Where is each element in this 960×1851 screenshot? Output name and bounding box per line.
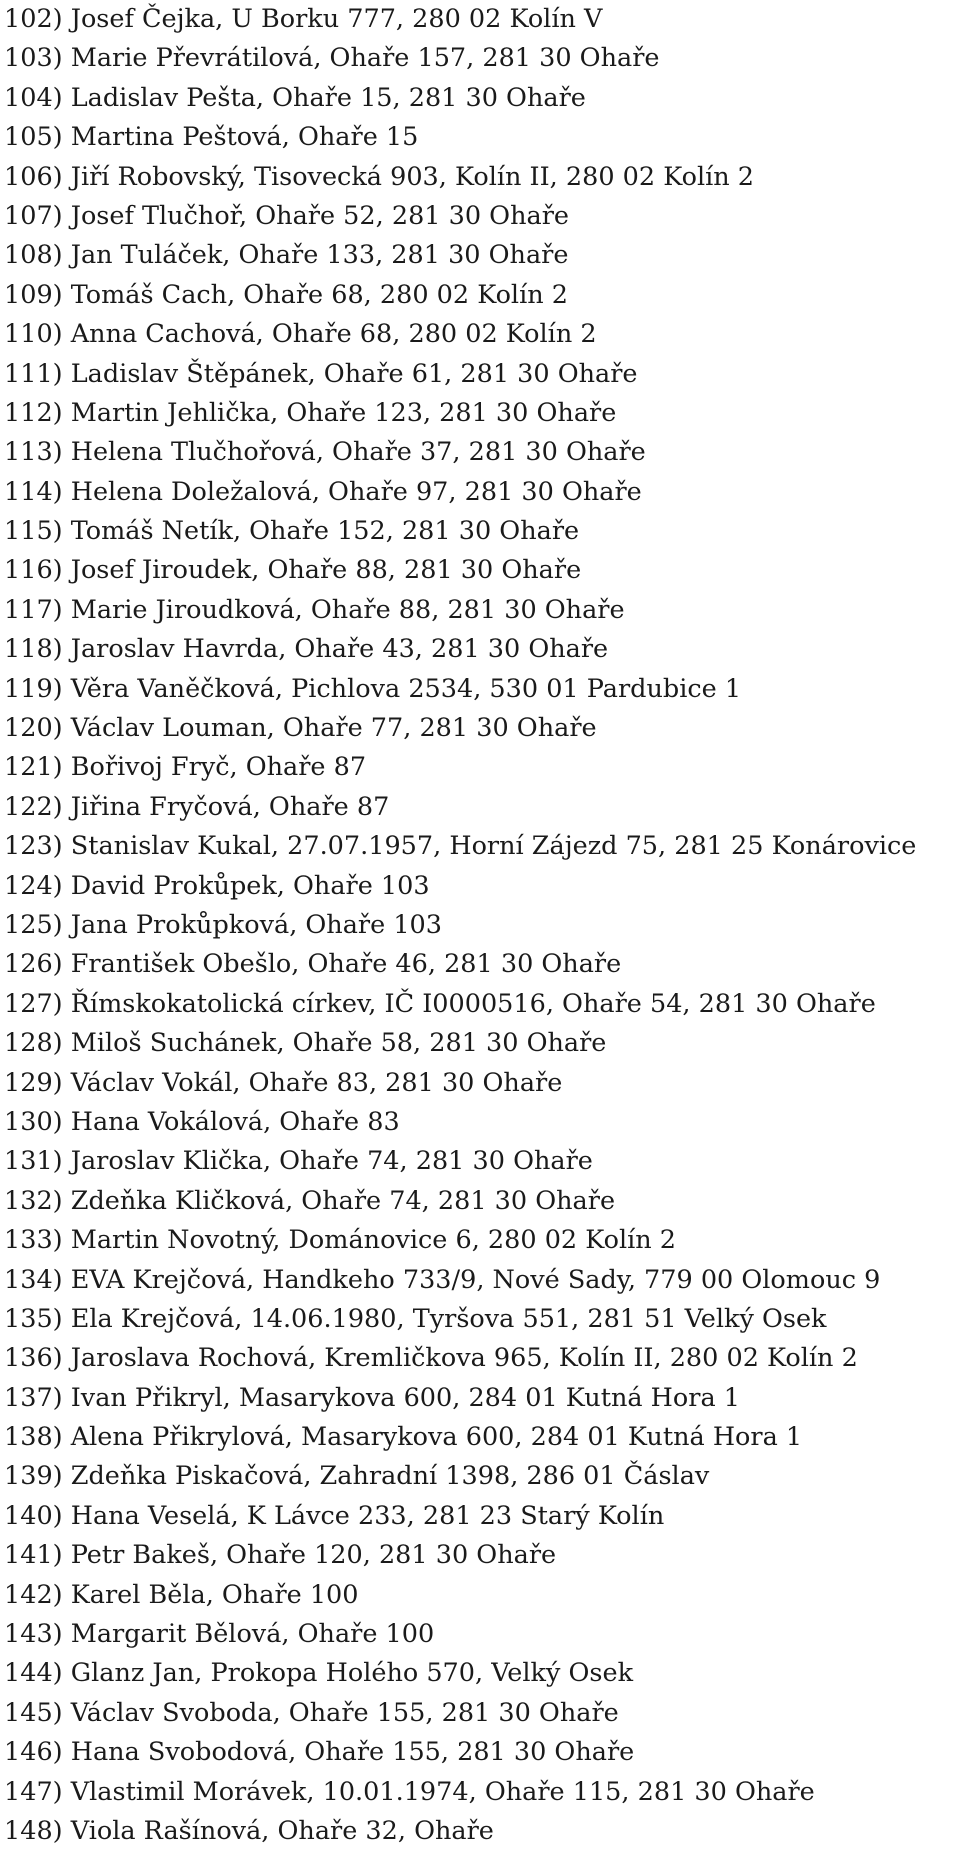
list-item: 133) Martin Novotný, Dománovice 6, 280 02 Kolín 2 [4,1225,677,1256]
list-item: 135) Ela Krejčová, 14.06.1980, Tyršova 551, 281 51 Velký Osek [4,1303,827,1334]
list-item: 120) Václav Louman, Ohaře 77, 281 30 Ohaře [4,713,597,744]
list-item: 117) Marie Jiroudková, Ohaře 88, 281 30 Ohaře [4,594,625,625]
list-item: 128) Miloš Suchánek, Ohaře 58, 281 30 Ohaře [4,1028,607,1059]
list-item: 115) Tomáš Netík, Ohaře 152, 281 30 Ohaře [4,516,580,547]
list-item: 116) Josef Jiroudek, Ohaře 88, 281 30 Ohaře [4,555,582,586]
list-item: 146) Hana Svobodová, Ohaře 155, 281 30 Ohaře [4,1737,635,1768]
list-item: 114) Helena Doležalová, Ohaře 97, 281 30 Ohaře [4,476,642,507]
list-item: 138) Alena Přikrylová, Masarykova 600, 284 01 Kutná Hora 1 [4,1422,803,1453]
list-item: 124) David Prokůpek, Ohaře 103 [4,870,430,901]
list-item: 140) Hana Veselá, K Lávce 233, 281 23 Starý Kolín [4,1500,665,1531]
list-item: 131) Jaroslav Klička, Ohaře 74, 281 30 Ohaře [4,1146,593,1177]
list-item: 136) Jaroslava Rochová, Kremličkova 965, Kolín II, 280 02 Kolín 2 [4,1343,858,1374]
list-item: 144) Glanz Jan, Prokopa Holého 570, Velký Osek [4,1658,634,1689]
list-item: 141) Petr Bakeš, Ohaře 120, 281 30 Ohaře [4,1540,557,1571]
list-item: 112) Martin Jehlička, Ohaře 123, 281 30 Ohaře [4,397,617,428]
list-item: 139) Zdeňka Piskačová, Zahradní 1398, 286 01 Čáslav [4,1461,710,1492]
list-item: 129) Václav Vokál, Ohaře 83, 281 30 Ohaře [4,1067,563,1098]
list-item: 143) Margarit Bělová, Ohaře 100 [4,1619,435,1650]
entry-list [4,0,960,1851]
list-item: 105) Martina Peštová, Ohaře 15 [4,122,419,153]
list-item: 109) Tomáš Cach, Ohaře 68, 280 02 Kolín 2 [4,279,569,310]
list-item: 110) Anna Cachová, Ohaře 68, 280 02 Kolín 2 [4,319,597,350]
list-item: 142) Karel Běla, Ohaře 100 [4,1579,359,1610]
list-item: 102) Josef Čejka, U Borku 777, 280 02 Kolín V [4,4,603,34]
list-item: 106) Jiří Robovský, Tisovecká 903, Kolín II, 280 02 Kolín 2 [4,161,755,192]
list-item: 104) Ladislav Pešta, Ohaře 15, 281 30 Ohaře [4,82,586,113]
list-item: 127) Římskokatolická církev, IČ I0000516, Ohaře 54, 281 30 Ohaře [4,988,876,1019]
list-item: 137) Ivan Přikryl, Masarykova 600, 284 01 Kutná Hora 1 [4,1382,740,1413]
list-item: 125) Jana Prokůpková, Ohaře 103 [4,909,442,940]
list-item: 145) Václav Svoboda, Ohaře 155, 281 30 Ohaře [4,1697,619,1728]
list-item: 119) Věra Vaněčková, Pichlova 2534, 530 01 Pardubice 1 [4,673,742,704]
list-item: 113) Helena Tlučhořová, Ohaře 37, 281 30 Ohaře [4,437,646,468]
list-item: 147) Vlastimil Morávek, 10.01.1974, Ohaře 115, 281 30 Ohaře [4,1776,815,1807]
list-item: 130) Hana Vokálová, Ohaře 83 [4,1106,400,1137]
list-item: 103) Marie Převrátilová, Ohaře 157, 281 30 Ohaře [4,43,660,74]
list-item: 148) Viola Rašínová, Ohaře 32, Ohaře [4,1815,494,1846]
list-item: 126) František Obešlo, Ohaře 46, 281 30 Ohaře [4,949,622,980]
list-item: 122) Jiřina Fryčová, Ohaře 87 [4,791,390,822]
list-item: 132) Zdeňka Kličková, Ohaře 74, 281 30 Ohaře [4,1185,616,1216]
list-item: 134) EVA Krejčová, Handkeho 733/9, Nové Sady, 779 00 Olomouc 9 [4,1264,881,1295]
list-item: 123) Stanislav Kukal, 27.07.1957, Horní Zájezd 75, 281 25 Konárovice [4,831,917,862]
list-item: 107) Josef Tlučhoř, Ohaře 52, 281 30 Ohaře [4,200,569,231]
list-item: 121) Bořivoj Fryč, Ohaře 87 [4,752,367,783]
list-item: 118) Jaroslav Havrda, Ohaře 43, 281 30 Ohaře [4,634,609,665]
list-item: 108) Jan Tuláček, Ohaře 133, 281 30 Ohaře [4,240,569,271]
list-item: 111) Ladislav Štěpánek, Ohaře 61, 281 30 Ohaře [4,358,638,389]
